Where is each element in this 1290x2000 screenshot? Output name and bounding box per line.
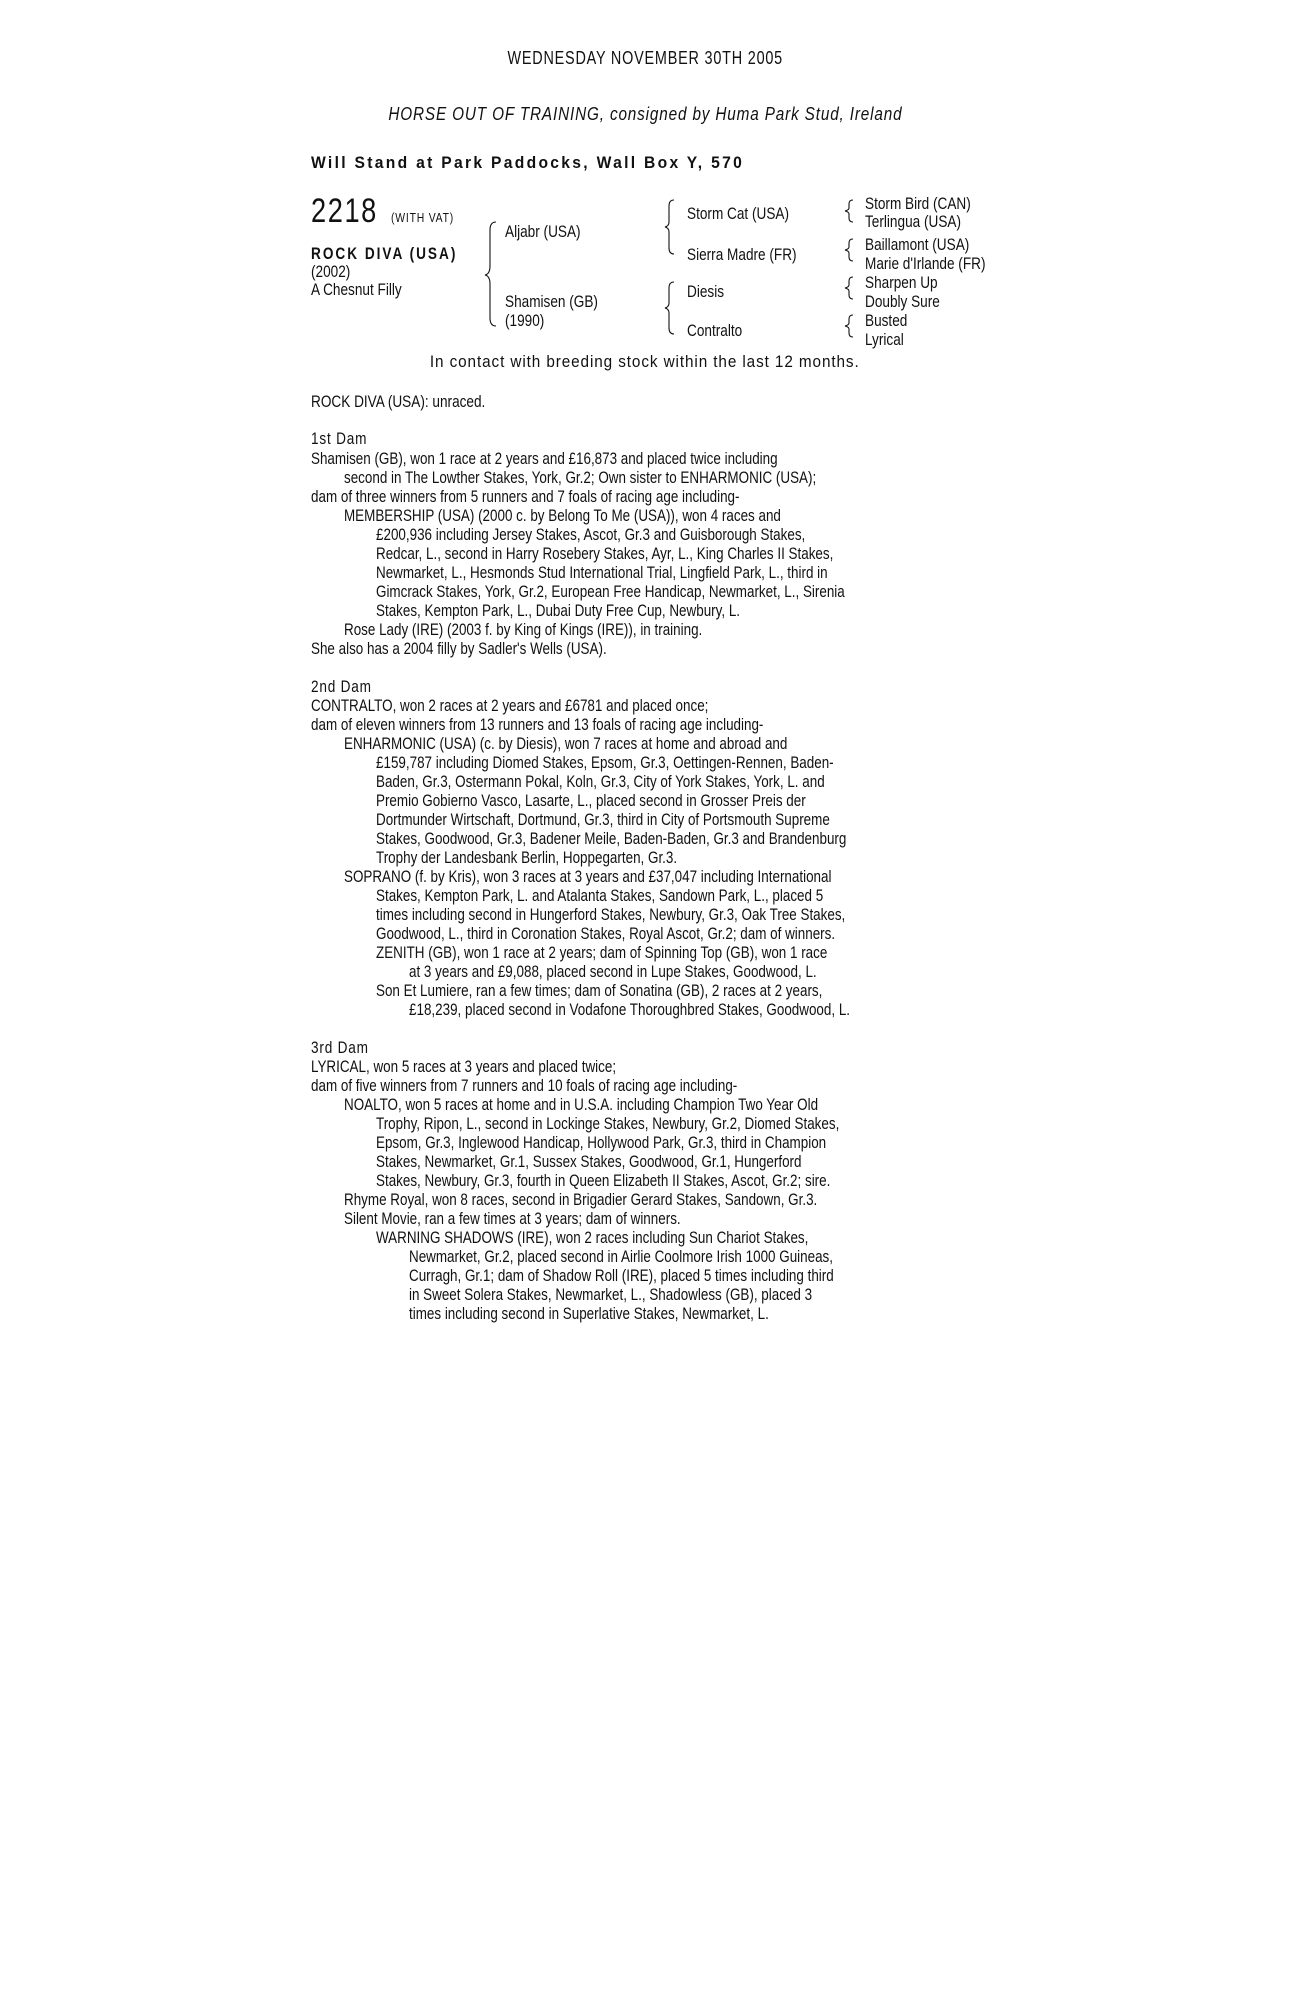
text-line: ENHARMONIC (USA) (c. by Diesis), won 7 races at home and abroad and bbox=[344, 734, 788, 753]
text-line: in Sweet Solera Stakes, Newmarket, L., Shadowless (GB), placed 3 bbox=[409, 1285, 813, 1304]
pedigree-brace-main bbox=[484, 220, 504, 330]
stall-location: Will Stand at Park Paddocks, Wall Box Y, 570 bbox=[311, 153, 745, 172]
text-line: dam of five winners from 7 runners and 10 foals of racing age including- bbox=[311, 1076, 738, 1095]
text-line: Gimcrack Stakes, York, Gr.2, European Free Handicap, Newmarket, L., Sirenia bbox=[376, 582, 845, 601]
text-line: dam of three winners from 5 runners and 7 foals of racing age including- bbox=[311, 487, 740, 506]
text-line: Shamisen (GB), won 1 race at 2 years and £16,873 and placed twice including bbox=[311, 449, 778, 468]
text-line: NOALTO, won 5 races at home and in U.S.A. including Champion Two Year Old bbox=[344, 1095, 819, 1114]
text-line: times including second in Hungerford Stakes, Newbury, Gr.3, Oak Tree Stakes, bbox=[376, 905, 846, 924]
race-record: ROCK DIVA (USA): unraced. bbox=[311, 392, 486, 411]
text-line: Goodwood, L., third in Coronation Stakes, Royal Ascot, Gr.2; dam of winners. bbox=[376, 924, 836, 943]
pedigree-g1: Storm Bird (CAN) bbox=[865, 194, 971, 213]
text-line: WARNING SHADOWS (IRE), won 2 races including Sun Chariot Stakes, bbox=[376, 1228, 809, 1247]
text-line: She also has a 2004 filly by Sadler's Wells (USA). bbox=[311, 639, 607, 658]
text-line: Stakes, Kempton Park, L. and Atalanta Stakes, Sandown Park, L., placed 5 bbox=[376, 886, 824, 905]
text-line: second in The Lowther Stakes, York, Gr.2; Own sister to ENHARMONIC (USA); bbox=[344, 468, 817, 487]
text-line: Stakes, Goodwood, Gr.3, Badener Meile, Baden-Baden, Gr.3 and Brandenburg bbox=[376, 829, 847, 848]
text-line: Dortmunder Wirtschaft, Dortmund, Gr.3, third in City of Portsmouth Supreme bbox=[376, 810, 830, 829]
pedigree-dam-dam: Contralto bbox=[687, 321, 743, 340]
text-line: LYRICAL, won 5 races at 3 years and placed twice; bbox=[311, 1057, 617, 1076]
text-line: ZENITH (GB), won 1 race at 2 years; dam of Spinning Top (GB), won 1 race bbox=[376, 943, 828, 962]
text-line: Rose Lady (IRE) (2003 f. by King of Kings (IRE)), in training. bbox=[344, 620, 703, 639]
sale-date: WEDNESDAY NOVEMBER 30TH 2005 bbox=[507, 48, 783, 68]
pedigree-brace-g4 bbox=[844, 313, 858, 339]
pedigree-g5: Sharpen Up bbox=[865, 273, 938, 292]
text-line: MEMBERSHIP (USA) (2000 c. by Belong To Me (USA)), won 4 races and bbox=[344, 506, 781, 525]
pedigree-g8: Lyrical bbox=[865, 330, 904, 349]
text-line: SOPRANO (f. by Kris), won 3 races at 3 years and £37,047 including International bbox=[344, 867, 832, 886]
pedigree-sire: Aljabr (USA) bbox=[505, 222, 581, 241]
text-line: dam of eleven winners from 13 runners and 13 foals of racing age including- bbox=[311, 715, 764, 734]
text-line: times including second in Superlative Stakes, Newmarket, L. bbox=[409, 1304, 769, 1323]
text-line: CONTRALTO, won 2 races at 2 years and £6781 and placed once; bbox=[311, 696, 709, 715]
contact-note: In contact with breeding stock within the last 12 months. bbox=[430, 352, 860, 371]
pedigree-g6: Doubly Sure bbox=[865, 292, 940, 311]
pedigree-g2: Terlingua (USA) bbox=[865, 212, 961, 231]
horse-year: (2002) bbox=[311, 262, 351, 281]
pedigree-brace-sire bbox=[664, 198, 680, 256]
pedigree-dam-sire: Diesis bbox=[687, 282, 725, 301]
horse-description: A Chesnut Filly bbox=[311, 280, 402, 299]
horse-name: ROCK DIVA (USA) bbox=[311, 244, 458, 263]
pedigree-g3: Baillamont (USA) bbox=[865, 235, 970, 254]
lot-number: 2218 bbox=[311, 192, 378, 230]
text-line: Baden, Gr.3, Ostermann Pokal, Koln, Gr.3, City of York Stakes, York, L. and bbox=[376, 772, 825, 791]
consignment-line: HORSE OUT OF TRAINING, consigned by Huma Park Stud, Ireland bbox=[387, 104, 903, 124]
text-line: Trophy, Ripon, L., second in Lockinge Stakes, Newbury, Gr.2, Diomed Stakes, bbox=[376, 1114, 840, 1133]
text-line: Son Et Lumiere, ran a few times; dam of Sonatina (GB), 2 races at 2 years, bbox=[376, 981, 823, 1000]
pedigree-brace-g2 bbox=[844, 237, 858, 263]
third-dam-heading: 3rd Dam bbox=[311, 1038, 369, 1057]
pedigree-dam: Shamisen (GB) bbox=[505, 292, 598, 311]
pedigree-brace-g3 bbox=[844, 275, 858, 301]
text-line: Premio Gobierno Vasco, Lasarte, L., placed second in Grosser Preis der bbox=[376, 791, 806, 810]
text-line: Stakes, Newbury, Gr.3, fourth in Queen Elizabeth II Stakes, Ascot, Gr.2; sire. bbox=[376, 1171, 831, 1190]
text-line: Curragh, Gr.1; dam of Shadow Roll (IRE), placed 5 times including third bbox=[409, 1266, 834, 1285]
vat-note: (WITH VAT) bbox=[391, 210, 455, 225]
text-line: £18,239, placed second in Vodafone Thoroughbred Stakes, Goodwood, L. bbox=[409, 1000, 851, 1019]
text-line: at 3 years and £9,088, placed second in Lupe Stakes, Goodwood, L. bbox=[409, 962, 817, 981]
text-line: Trophy der Landesbank Berlin, Hoppegarten, Gr.3. bbox=[376, 848, 678, 867]
text-line: Redcar, L., second in Harry Rosebery Stakes, Ayr, L., King Charles II Stakes, bbox=[376, 544, 834, 563]
pedigree-brace-dam bbox=[664, 280, 680, 336]
pedigree-g7: Busted bbox=[865, 311, 908, 330]
text-line: £200,936 including Jersey Stakes, Ascot, Gr.3 and Guisborough Stakes, bbox=[376, 525, 806, 544]
pedigree-sire-dam: Sierra Madre (FR) bbox=[687, 245, 797, 264]
text-line: Stakes, Newmarket, Gr.1, Sussex Stakes, Goodwood, Gr.1, Hungerford bbox=[376, 1152, 802, 1171]
text-line: Newmarket, Gr.2, placed second in Airlie Coolmore Irish 1000 Guineas, bbox=[409, 1247, 834, 1266]
second-dam-heading: 2nd Dam bbox=[311, 677, 372, 696]
pedigree-sire-sire: Storm Cat (USA) bbox=[687, 204, 790, 223]
text-line: Stakes, Kempton Park, L., Dubai Duty Free Cup, Newbury, L. bbox=[376, 601, 741, 620]
pedigree-g4: Marie d'Irlande (FR) bbox=[865, 254, 986, 273]
pedigree-dam-year: (1990) bbox=[505, 311, 545, 330]
text-line: £159,787 including Diomed Stakes, Epsom, Gr.3, Oettingen-Rennen, Baden- bbox=[376, 753, 834, 772]
text-line: Epsom, Gr.3, Inglewood Handicap, Hollywood Park, Gr.3, third in Champion bbox=[376, 1133, 827, 1152]
text-line: Rhyme Royal, won 8 races, second in Brigadier Gerard Stakes, Sandown, Gr.3. bbox=[344, 1190, 818, 1209]
text-line: Newmarket, L., Hesmonds Stud International Trial, Lingfield Park, L., third in bbox=[376, 563, 828, 582]
first-dam-heading: 1st Dam bbox=[311, 429, 368, 448]
text-line: Silent Movie, ran a few times at 3 years; dam of winners. bbox=[344, 1209, 681, 1228]
pedigree-brace-g1 bbox=[844, 198, 858, 224]
